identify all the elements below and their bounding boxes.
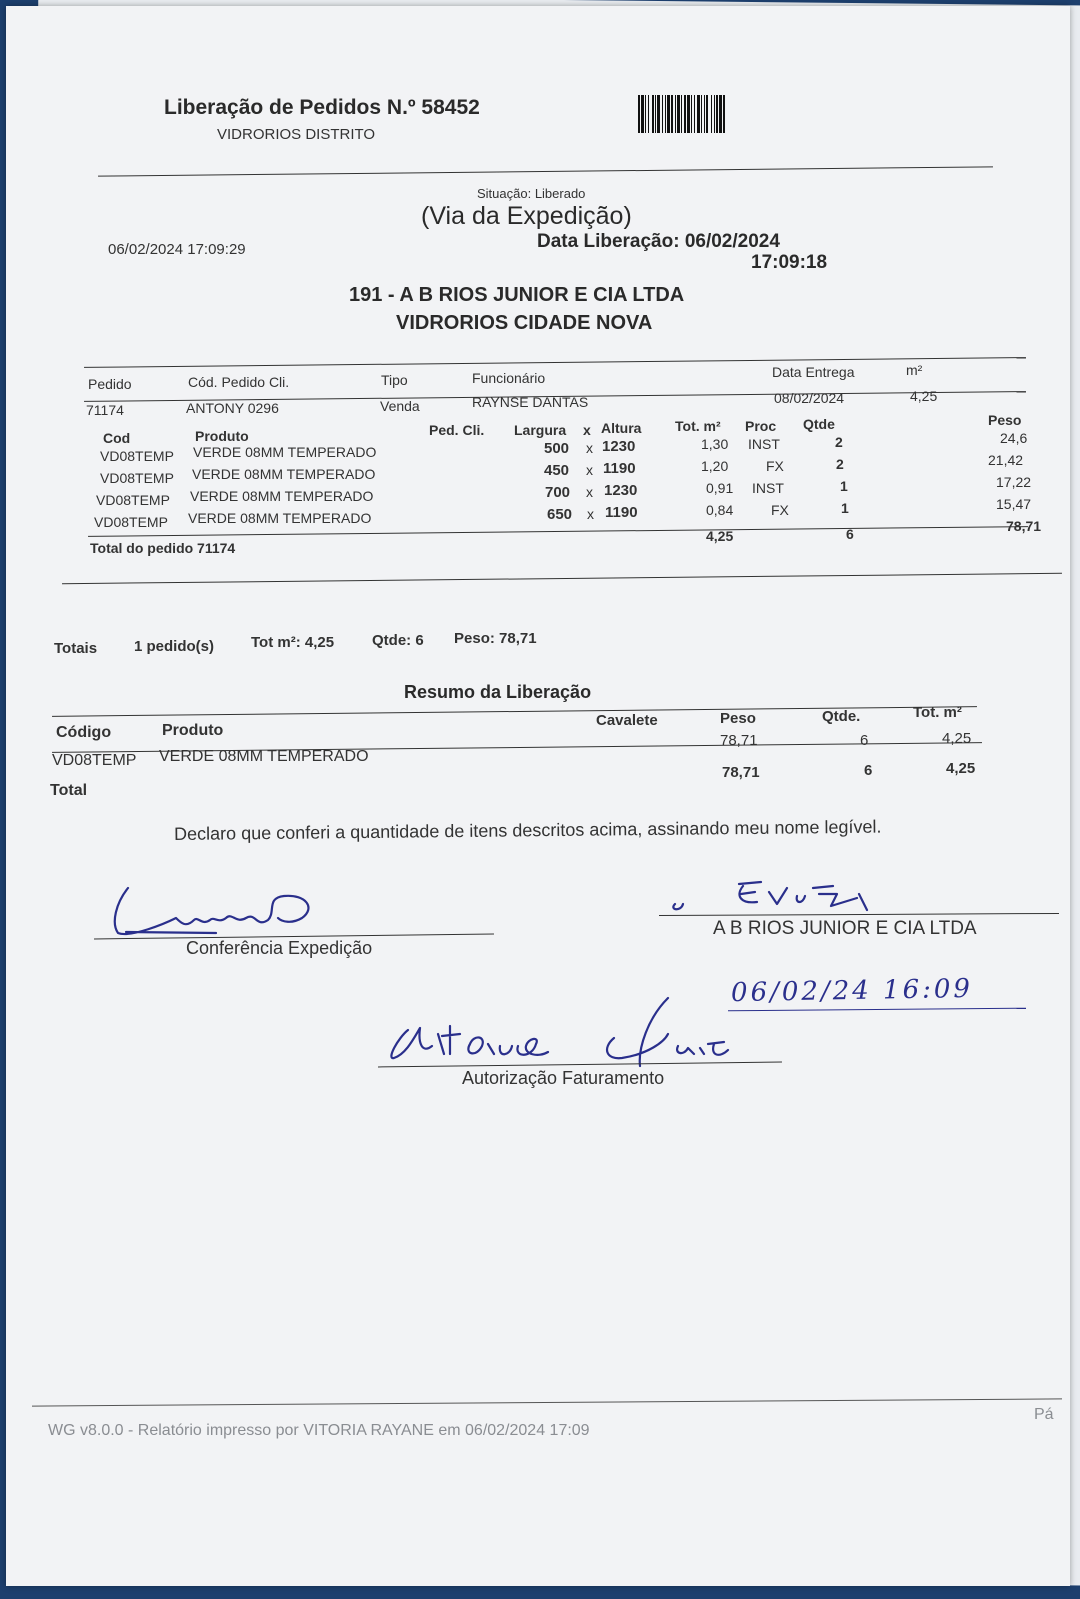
footer-rule <box>32 1398 1062 1406</box>
item-altura: 1230 <box>602 438 636 455</box>
col-data-entrega: Data Entrega <box>772 364 855 380</box>
print-datetime: 06/02/2024 17:09:29 <box>108 241 246 258</box>
item-col-qtde: Qtde <box>803 416 835 432</box>
order-rule-top <box>84 357 1026 368</box>
col-m2: m² <box>906 362 923 378</box>
client-name: 191 - A B RIOS JUNIOR E CIA LTDA <box>349 284 685 306</box>
summary-col-produto: Produto <box>162 722 224 739</box>
item-cod: VD08TEMP <box>96 492 170 508</box>
totals-m2: Tot m²: 4,25 <box>251 634 335 651</box>
col-tipo: Tipo <box>381 372 408 388</box>
items-total-rule <box>88 526 1028 537</box>
item-produto: VERDE 08MM TEMPERADO <box>192 466 376 482</box>
item-largura: 650 <box>547 506 573 523</box>
barcode-bar <box>723 95 725 133</box>
release-time: 17:09:18 <box>751 252 828 273</box>
autorizacao-label: Autorização Faturamento <box>462 1068 665 1088</box>
item-tot-m2: 1,30 <box>701 436 729 452</box>
col-funcionario: Funcionário <box>472 370 546 386</box>
document-page <box>6 6 1070 1586</box>
item-col-ped-cli: Ped. Cli. <box>429 422 485 438</box>
item-col-tot-m2: Tot. m² <box>675 418 721 434</box>
item-proc: INST <box>748 436 780 452</box>
totals-pedidos: 1 pedido(s) <box>134 638 215 655</box>
order-cod-cli-value: ANTONY 0296 <box>186 400 279 416</box>
signature-conferencia <box>106 878 336 940</box>
summary-col-qtde: Qtde. <box>822 708 861 725</box>
order-total-qtde: 6 <box>846 526 854 542</box>
order-m2-value: 4,25 <box>910 388 938 404</box>
signature-client <box>661 874 891 918</box>
item-altura: 1230 <box>604 482 638 499</box>
item-peso: 15,47 <box>996 496 1032 512</box>
item-x: x <box>586 484 593 500</box>
col-cod-pedido-cli: Cód. Pedido Cli. <box>188 374 290 390</box>
item-col-peso: Peso <box>988 412 1022 428</box>
order-funcionario-value: RAYNSE DANTAS <box>472 394 589 410</box>
header-rule <box>98 166 993 176</box>
footer-text: WG v8.0.0 - Relatório impresso por VITORIA RAYANE em 06/02/2024 17:09 <box>48 1422 590 1439</box>
item-peso: 17,22 <box>996 474 1032 490</box>
summary-col-peso: Peso <box>720 710 756 727</box>
item-cod: VD08TEMP <box>100 448 174 464</box>
item-altura: 1190 <box>605 504 638 521</box>
situation-label: Situação: Liberado <box>477 186 586 201</box>
order-total-peso: 78,71 <box>1006 518 1042 534</box>
item-produto: VERDE 08MM TEMPERADO <box>190 488 374 504</box>
item-cod: VD08TEMP <box>94 514 168 530</box>
summary-total-qtde: 6 <box>864 762 873 779</box>
client-store: VIDRORIOS CIDADE NOVA <box>396 312 653 334</box>
item-qtde: 2 <box>836 456 844 472</box>
totals-qtde: Qtde: 6 <box>372 632 424 649</box>
document-title: Liberação de Pedidos N.º 58452 <box>164 96 480 119</box>
item-produto: VERDE 08MM TEMPERADO <box>188 510 372 526</box>
item-produto: VERDE 08MM TEMPERADO <box>193 444 377 460</box>
item-proc: INST <box>752 480 784 496</box>
summary-col-codigo: Código <box>56 724 112 741</box>
item-x: x <box>586 440 593 456</box>
summary-tot-m2: 4,25 <box>942 730 972 747</box>
totals-peso: Peso: 78,71 <box>454 630 537 647</box>
item-col-proc: Proc <box>745 418 777 434</box>
order-tipo-value: Venda <box>380 398 420 414</box>
totals-label: Totais <box>54 640 98 657</box>
item-qtde: 2 <box>835 434 843 450</box>
summary-total-label: Total <box>50 782 88 799</box>
item-col-cod: Cod <box>103 430 131 446</box>
order-total-label: Total do pedido 71174 <box>90 540 236 556</box>
item-largura: 500 <box>544 440 570 457</box>
item-largura: 450 <box>544 462 570 479</box>
handwritten-date-underline <box>728 1008 1026 1012</box>
summary-col-tot-m2: Tot. m² <box>913 704 962 721</box>
client-signature-label: A B RIOS JUNIOR E CIA LTDA <box>713 918 977 939</box>
item-proc: FX <box>766 458 784 474</box>
summary-col-cavalete: Cavalete <box>596 712 658 729</box>
declaration-text: Declaro que conferi a quantidade de itens descritos acima, assinando meu nome legível. <box>174 816 882 844</box>
item-peso: 24,6 <box>1000 430 1028 446</box>
footer-page: Pá <box>1034 1406 1054 1423</box>
order-total-m2: 4,25 <box>706 528 734 544</box>
item-col-x: x <box>583 422 591 438</box>
item-col-produto: Produto <box>195 428 249 444</box>
item-col-altura: Altura <box>601 420 642 436</box>
item-x: x <box>587 506 594 522</box>
summary-total-tot-m2: 4,25 <box>946 760 976 777</box>
summary-qtde: 6 <box>860 732 869 749</box>
signature-autorizacao <box>378 988 748 1070</box>
item-largura: 700 <box>545 484 571 501</box>
order-data-entrega-value: 08/02/2024 <box>774 390 845 406</box>
company-name: VIDRORIOS DISTRITO <box>217 126 376 143</box>
item-peso: 21,42 <box>988 452 1024 468</box>
conferencia-label: Conferência Expedição <box>186 938 373 958</box>
col-pedido: Pedido <box>88 376 132 392</box>
barcode <box>638 95 792 133</box>
item-tot-m2: 0,91 <box>706 480 734 496</box>
item-qtde: 1 <box>841 500 849 516</box>
item-tot-m2: 1,20 <box>701 458 729 474</box>
handwritten-date: 06/02/24 16:09 <box>730 973 974 1009</box>
section-rule <box>62 573 1062 584</box>
summary-total-peso: 78,71 <box>722 764 760 781</box>
item-cod: VD08TEMP <box>100 470 174 486</box>
summary-produto: VERDE 08MM TEMPERADO <box>159 748 369 765</box>
order-pedido-value: 71174 <box>86 402 124 418</box>
item-col-largura: Largura <box>514 422 567 438</box>
release-date: Data Liberação: 06/02/2024 <box>537 231 780 252</box>
via-label: (Via da Expedição) <box>421 202 632 230</box>
summary-title: Resumo da Liberação <box>404 682 592 702</box>
item-x: x <box>586 462 593 478</box>
item-qtde: 1 <box>840 478 848 494</box>
item-tot-m2: 0,84 <box>706 502 734 518</box>
item-proc: FX <box>771 502 789 518</box>
summary-codigo: VD08TEMP <box>52 752 137 769</box>
item-altura: 1190 <box>603 460 636 477</box>
summary-peso: 78,71 <box>720 732 758 749</box>
